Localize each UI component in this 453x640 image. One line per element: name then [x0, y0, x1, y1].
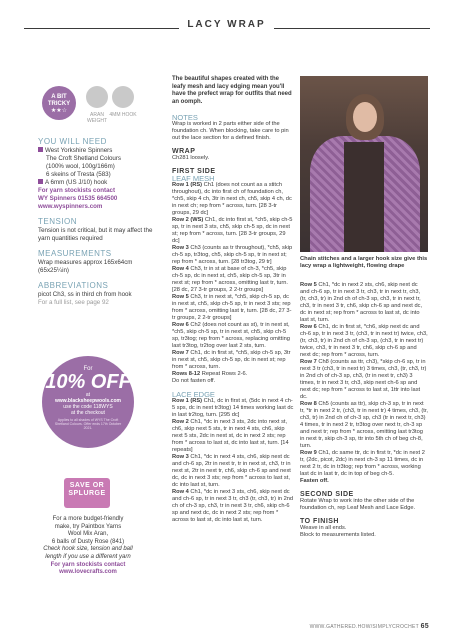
fasten-off: Fasten off.	[300, 478, 329, 484]
offer-checkout: at the checkout	[71, 410, 105, 416]
abbreviations-note: For a full list, see page 92	[38, 299, 109, 306]
pattern-row: Row 4 Ch1, *dc in next 3 sts, ch6, skip next dc and ch-6 sp, tr in next 3 tr, ch3 (tr, ch3, tr) in 2nd ch of ch-3 sp, ch3, tr in next 3 tr, ch6, skip ch-6 sp and next dc, dc in next 2 sts; rep from * across to last st, dc into last st, turn.	[172, 489, 294, 523]
materials-column	[38, 138, 158, 307]
notes-text: Wrap is worked in 2 parts either side of the foundation ch. When blocking, take care to pin out the lace section for a defined finish.	[172, 121, 289, 141]
hook-size-label: 4MM HOOK	[109, 112, 137, 118]
photo-caption: Chain stitches and a larger hook size give this lacy wrap a lightweight, flowing drape	[300, 256, 428, 270]
pattern-column-middle	[172, 76, 294, 524]
to-finish-heading: TO FINISH	[300, 518, 339, 525]
offer-percent: 10% OFF	[45, 371, 131, 393]
bullet-square-icon	[38, 179, 43, 184]
measurements-heading: MEASUREMENTS	[38, 249, 112, 258]
intro-text: The beautiful shapes created with the leafy mesh and lacy edging mean you'll have the prefect wrap for outfits that need an oomph.	[172, 76, 292, 105]
pattern-row: Row 6 Ch1, dc in first st, *ch6, skip next dc and ch-6 sp, tr in next 3 tr, (ch3, tr in next tr) twice, ch3, (tr, ch3, tr) in 2nd ch of ch-3 sp, (ch3, tr in next tr) twice, ch3, tr in next 3 tr, ch6, skip ch-6 sp and next dc; rep from * across, turn.	[300, 324, 428, 358]
pattern-row: Row 9 Ch1, dc same ttr, dc in first tr, *dc in next 2 tr, (2dc, picot, 2dc) in next ch-3 sp 11 times, dc in next 2 tr, dc in tr3tog; rep from * across, working last dc in last tr, dc in top of beg ch-5.	[300, 450, 425, 477]
you-will-need-heading: YOU WILL NEED	[38, 137, 107, 146]
hook-icon	[112, 86, 134, 108]
pattern-column-right	[300, 282, 428, 539]
offer-for: For	[83, 366, 93, 372]
save-or-splurge-stamp: SAVE OR SPLURGE	[64, 478, 110, 508]
offer-code: use the code 118WYS	[63, 404, 113, 410]
difficulty-badge	[42, 86, 76, 120]
pattern-row: Row 6 Ch2 (does not count as st), tr in next st, *ch5, skip ch-5 sp, tr in next st, ch5, skip ch-5 sp, tr3tog; rep from * across, replacing omitting last tr3tog, tr2tog over last 2 sts, turn.	[172, 322, 290, 349]
star-rating-icon: ★★☆	[50, 108, 68, 114]
pattern-row: Row 8 Ch5 (counts as ttr), skip ch-3 sp, tr in next tr, *tr in next 2 tr, (ch3, tr in next tr) 4 times, ch3, (tr, ch3, tr) in 2nd ch of ch-3 sp, ch3 (tr in next tr, ch3) 4 times, tr in next 2 tr, tr3tog over next tr, ch-3 sp and next tr; rep from * across, omitting last tr3tog in next tr, skip ch-3 sp, ttr into 5th ch of beg ch-8, turn.	[300, 401, 429, 449]
badge-line1: A BIT	[51, 94, 67, 100]
yarn-line: (100% wool, 100g/166m)	[46, 163, 115, 170]
aran-weight-label: ARAN WEIGHT	[87, 112, 107, 124]
pattern-row: Rows 8-12 Repeat Rows 2-6.	[172, 371, 248, 377]
page-header	[0, 14, 453, 34]
fasten-note: Do not fasten off.	[172, 378, 216, 384]
offer-site[interactable]: www.blacksheepwools.com	[55, 398, 121, 404]
model-wearing-wrap-photo	[300, 76, 428, 252]
pattern-row: Row 2 (WS) Ch1, dc into first st, *ch5, skip ch-5 sp, tr in next 3 sts, ch5, skip ch-5 sp, dc in next st; rep from * across, turn. [28 3-tr groups, 29 dc]	[172, 217, 293, 244]
second-side-text: Rotate Wrap to work into the other side of the foundation ch, rep Leaf Mesh and Lace Edge.	[300, 498, 416, 511]
yarn-line: 6 skeins of Tresta (583)	[46, 171, 111, 178]
lovecrafts-url[interactable]: www.lovecrafts.com	[59, 569, 117, 576]
first-side-heading: FIRST SIDE	[172, 168, 216, 175]
yarn-ball-icon	[86, 86, 108, 108]
abbreviations-text: picot Ch3, ss in third ch from hook	[38, 291, 132, 298]
finish-line: Weave in all ends.	[300, 525, 347, 531]
stockist-phone: WY Spinners 01535 664500	[38, 195, 118, 202]
yarn-item: West Yorkshire Spinners	[38, 147, 158, 155]
hook-item: A 6mm (US J/10) hook	[38, 179, 158, 187]
pattern-row: Row 5 Ch3, tr in next st, *ch5, skip ch-5 sp, dc in next st, ch5, skip ch-5 sp, tr in next 3 sts; rep from * across, omitting last tr, turn. [28 dc, 27 3-tr groups, 2 2-tr groups]	[172, 294, 292, 321]
bullet-square-icon	[38, 147, 43, 152]
pattern-row: Row 7 Ch8 (counts as ttr, ch3), *skip ch-6 sp, tr in next 3 tr (ch3, tr in next tr) 3 times, ch3, (tr, ch3, tr) in 2nd ch of ch-3 sp, ch3, (tr in next tr, ch3) 3 times, tr in next 3 tr, ch3, skip next ch-6 sp and next dc; rep from * across to last st, 1ttr into last dc.	[300, 359, 427, 400]
second-side-heading: SECOND SIDE	[300, 491, 354, 498]
pattern-row: Row 1 (RS) Ch1 (does not count as a stitch throughout), dc into first ch of foundation ch, *ch5, skip 4 ch, 3tr in next ch, ch5, skip 4 ch, dc in next ch; rep from * across, turn. [28 3-tr groups, 29 dc]	[172, 182, 292, 216]
lace-edge-heading: LACE EDGE	[172, 390, 215, 399]
discount-offer-badge	[42, 356, 134, 448]
yarn-line: The Croft Shetland Colours	[46, 155, 121, 162]
badge-line2: TRICKY	[47, 101, 71, 107]
page-title: LACY WRAP	[179, 19, 273, 30]
pattern-row: Row 1 (RS) Ch1, dc in first st, (5dc in next 4 ch-5 sps, dc in next tr3tog) 14 times working last dc in last tr2tog, turn. [295 dc]	[172, 398, 294, 418]
pattern-row: Row 7 Ch1, dc in first st, *ch5, skip ch-5 sp, 3tr in next st, ch5, skip ch-5 sp, dc in next st; rep from * across, turn.	[172, 350, 291, 370]
footer-url[interactable]: WWW.GATHERED.HOW/SIMPLYCROCHET	[309, 624, 419, 630]
stockist-url[interactable]: www.wyspinners.com	[38, 203, 103, 210]
page-number: 65	[420, 623, 429, 630]
pattern-row: Row 2 Ch1, *dc in next 3 sts, 2dc into next st, ch6, skip next 5 sts, tr in next 4 sts, ch6, skip next 5 sts, 2dc in next st, dc in next 2 sts; rep from * across to last st, dc into last st, turn. [14 repeats]	[172, 419, 289, 453]
offer-at: at	[85, 392, 91, 398]
wrap-heading: WRAP	[172, 148, 196, 155]
pattern-row: Row 5 Ch1, *dc in next 2 sts, ch6, skip next dc and ch-6 sp, tr in next 3 tr, ch3, tr in next tr, ch3, (tr, ch3, tr) in 2nd ch of ch-3 sp, ch3, tr in next tr, ch3, tr in next 3 tr, ch6, skip ch-6 sp and next dc, dc in next st; rep from * across to last st, dc into last st, turn.	[300, 282, 423, 323]
pattern-row: Row 3 Ch3 (counts as tr throughout), *ch5, skip ch-5 sp, tr3tog, ch5, skip ch-5 sp, tr in next st; rep from * across, turn. [28 tr3tog, 29 tr]	[172, 245, 293, 265]
tension-text: Tension is not critical, but it may affect the yarn quantities required	[38, 227, 153, 242]
finish-line: Block to measurements listed.	[300, 532, 376, 538]
stockists-line: For yarn stockists contact	[38, 187, 116, 194]
pattern-row: Row 4 Ch3, tr in st at base of ch-3, *ch5, skip ch-5 sp, dc in next st, ch5, skip ch-5 sp, 3tr in next st; rep from * across, omitting last tr, turn. [28 dc, 27 3-tr groups, 2 2-tr groups]	[172, 266, 289, 293]
offer-fine-print: Applies to all shades of WYS The Croft Shetland Colours. Offer ends 17th October 2021.	[54, 418, 122, 430]
pattern-row: Row 3 Ch1, *dc in next 4 sts, ch6, skip next dc and ch-6 sp, 2tr in next tr, tr in next st, ch3, tr in next st, 2tr in next tr, ch6, skip ch-6 sp and next dc, dc in next 3 sts; rep from * across to last st, dc into last st, turn.	[172, 454, 291, 488]
measurements-text: Wrap measures approx 165x64cm (65x25¼in)	[38, 259, 133, 274]
abbreviations-heading: ABBREVIATIONS	[38, 281, 109, 290]
leaf-mesh-heading: LEAF MESH	[172, 174, 215, 183]
save-or-splurge-text: For a more budget-friendly make, try Paintbox Yarns Wool Mix Aran, 6 balls of Dusty Rose (841) Check hook size, tension and ball length if you use a different yarn For yarn stockists contact www.lovecrafts.com	[38, 516, 138, 577]
tension-heading: TENSION	[38, 217, 78, 226]
page-footer	[310, 623, 429, 630]
wrap-text: Ch281 loosely.	[172, 155, 210, 161]
notes-heading: NOTES	[172, 113, 198, 122]
